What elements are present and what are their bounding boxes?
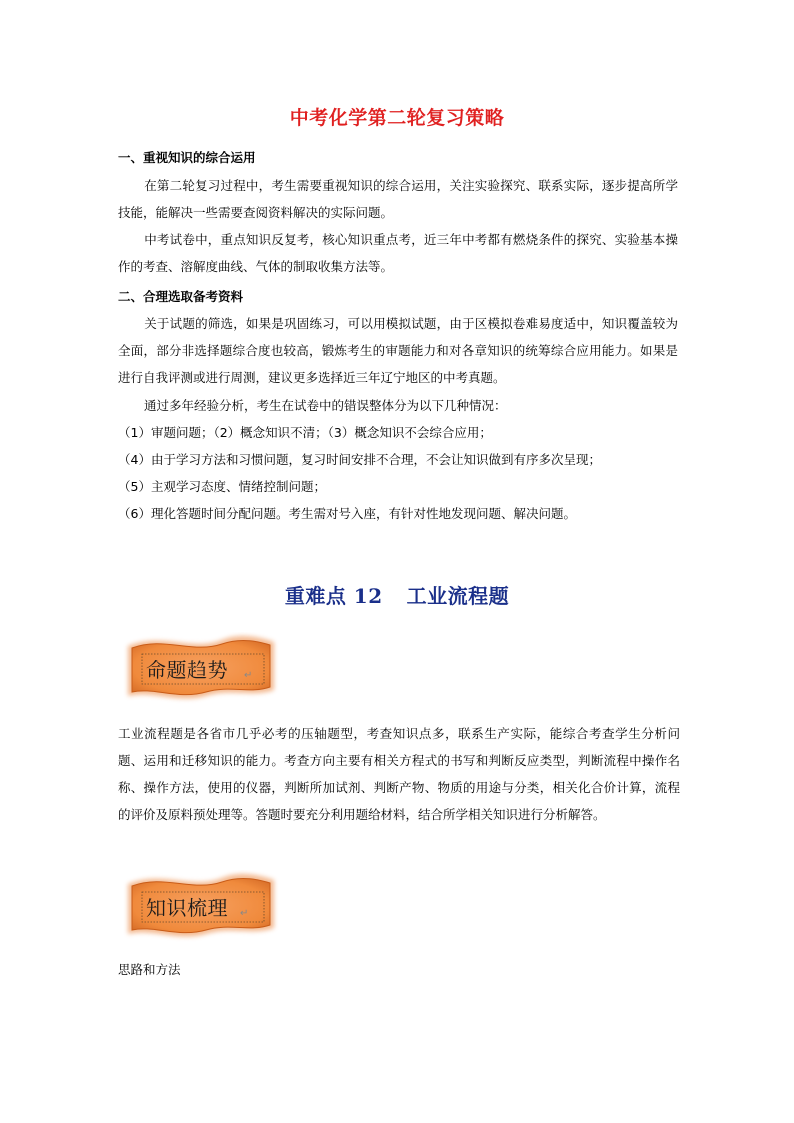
section2-heading: 二、合理选取备考资料 (118, 289, 244, 304)
main-title: 中考化学第二轮复习策略 (289, 107, 505, 129)
list-item: （5）主观学习态度、情绪控制问题； (118, 479, 326, 494)
section1-paragraph1 (118, 172, 678, 226)
banner-knowledge (122, 870, 280, 942)
list-item: （6）理化答题时间分配问题。考生需对号入座，有针对性地发现问题、解决问题。 (118, 506, 576, 521)
trend-paragraph: 工业流程题是各省市几乎必考的压轴题型，考查知识点多，联系生产实际，能综合考查学生分析问题、运用和迁移知识的能力。考查方向主要有相关方程式的书写和判断反应类型，判断流程中操作名称、操作方法，使用的仪器，判断所加试剂、判断产物、物质的用途与分类，相关化合价计算，流程的评价及原料预处理等。答题时要充分利用题给材料，结合所学相关知识进行分析解答。 (118, 726, 680, 822)
list-item: （4）由于学习方法和习惯问题，复习时间安排不合理，不会让知识做到有序多次呈现； (118, 452, 601, 467)
list-item: （1）审题问题；（2）概念知识不清；（3）概念知识不会综合应用； (118, 425, 492, 440)
banner-knowledge-label: 知识梳理 (146, 896, 228, 920)
topic-title-name: 工业流程题 (406, 584, 510, 608)
topic-title-number: 重难点 12 (284, 584, 383, 608)
section2-paragraph1-text: 关于试题的筛选，如果是巩固练习，可以用模拟试题，由于区模拟卷难易度适中，知识覆盖较为全面，部分非选择题综合度也较高，锻炼考生的审题能力和对各章知识的统筹综合应用能力。如果是进行自我评测或进行周测，建议更多选择近三年辽宁地区的中考真题。 (118, 316, 678, 385)
section1-heading: 一、重视知识的综合运用 (118, 150, 256, 165)
method-label: 思路和方法 (118, 962, 181, 977)
section2-paragraph1 (118, 310, 678, 391)
banner-trend-label: 命题趋势 (146, 658, 228, 682)
section1-paragraph2 (118, 226, 678, 280)
section1-paragraph2-text: 中考试卷中，重点知识反复考，核心知识重点考，近三年中考都有燃烧条件的探究、实验基本操作的考查、溶解度曲线、气体的制取收集方法等。 (118, 232, 678, 274)
section1-paragraph1-text: 在第二轮复习过程中，考生需要重视知识的综合运用，关注实验探究、联系实际，逐步提高所学技能，能解决一些需要查阅资料解决的实际问题。 (118, 178, 678, 220)
section2-paragraph2: 通过多年经验分析，考生在试卷中的错误整体分为以下几种情况： (144, 398, 507, 413)
banner-trend (122, 632, 280, 704)
topic-title (0, 580, 794, 609)
paragraph-mark-icon: ↵ (244, 670, 253, 681)
paragraph-mark-icon: ↵ (240, 908, 249, 919)
